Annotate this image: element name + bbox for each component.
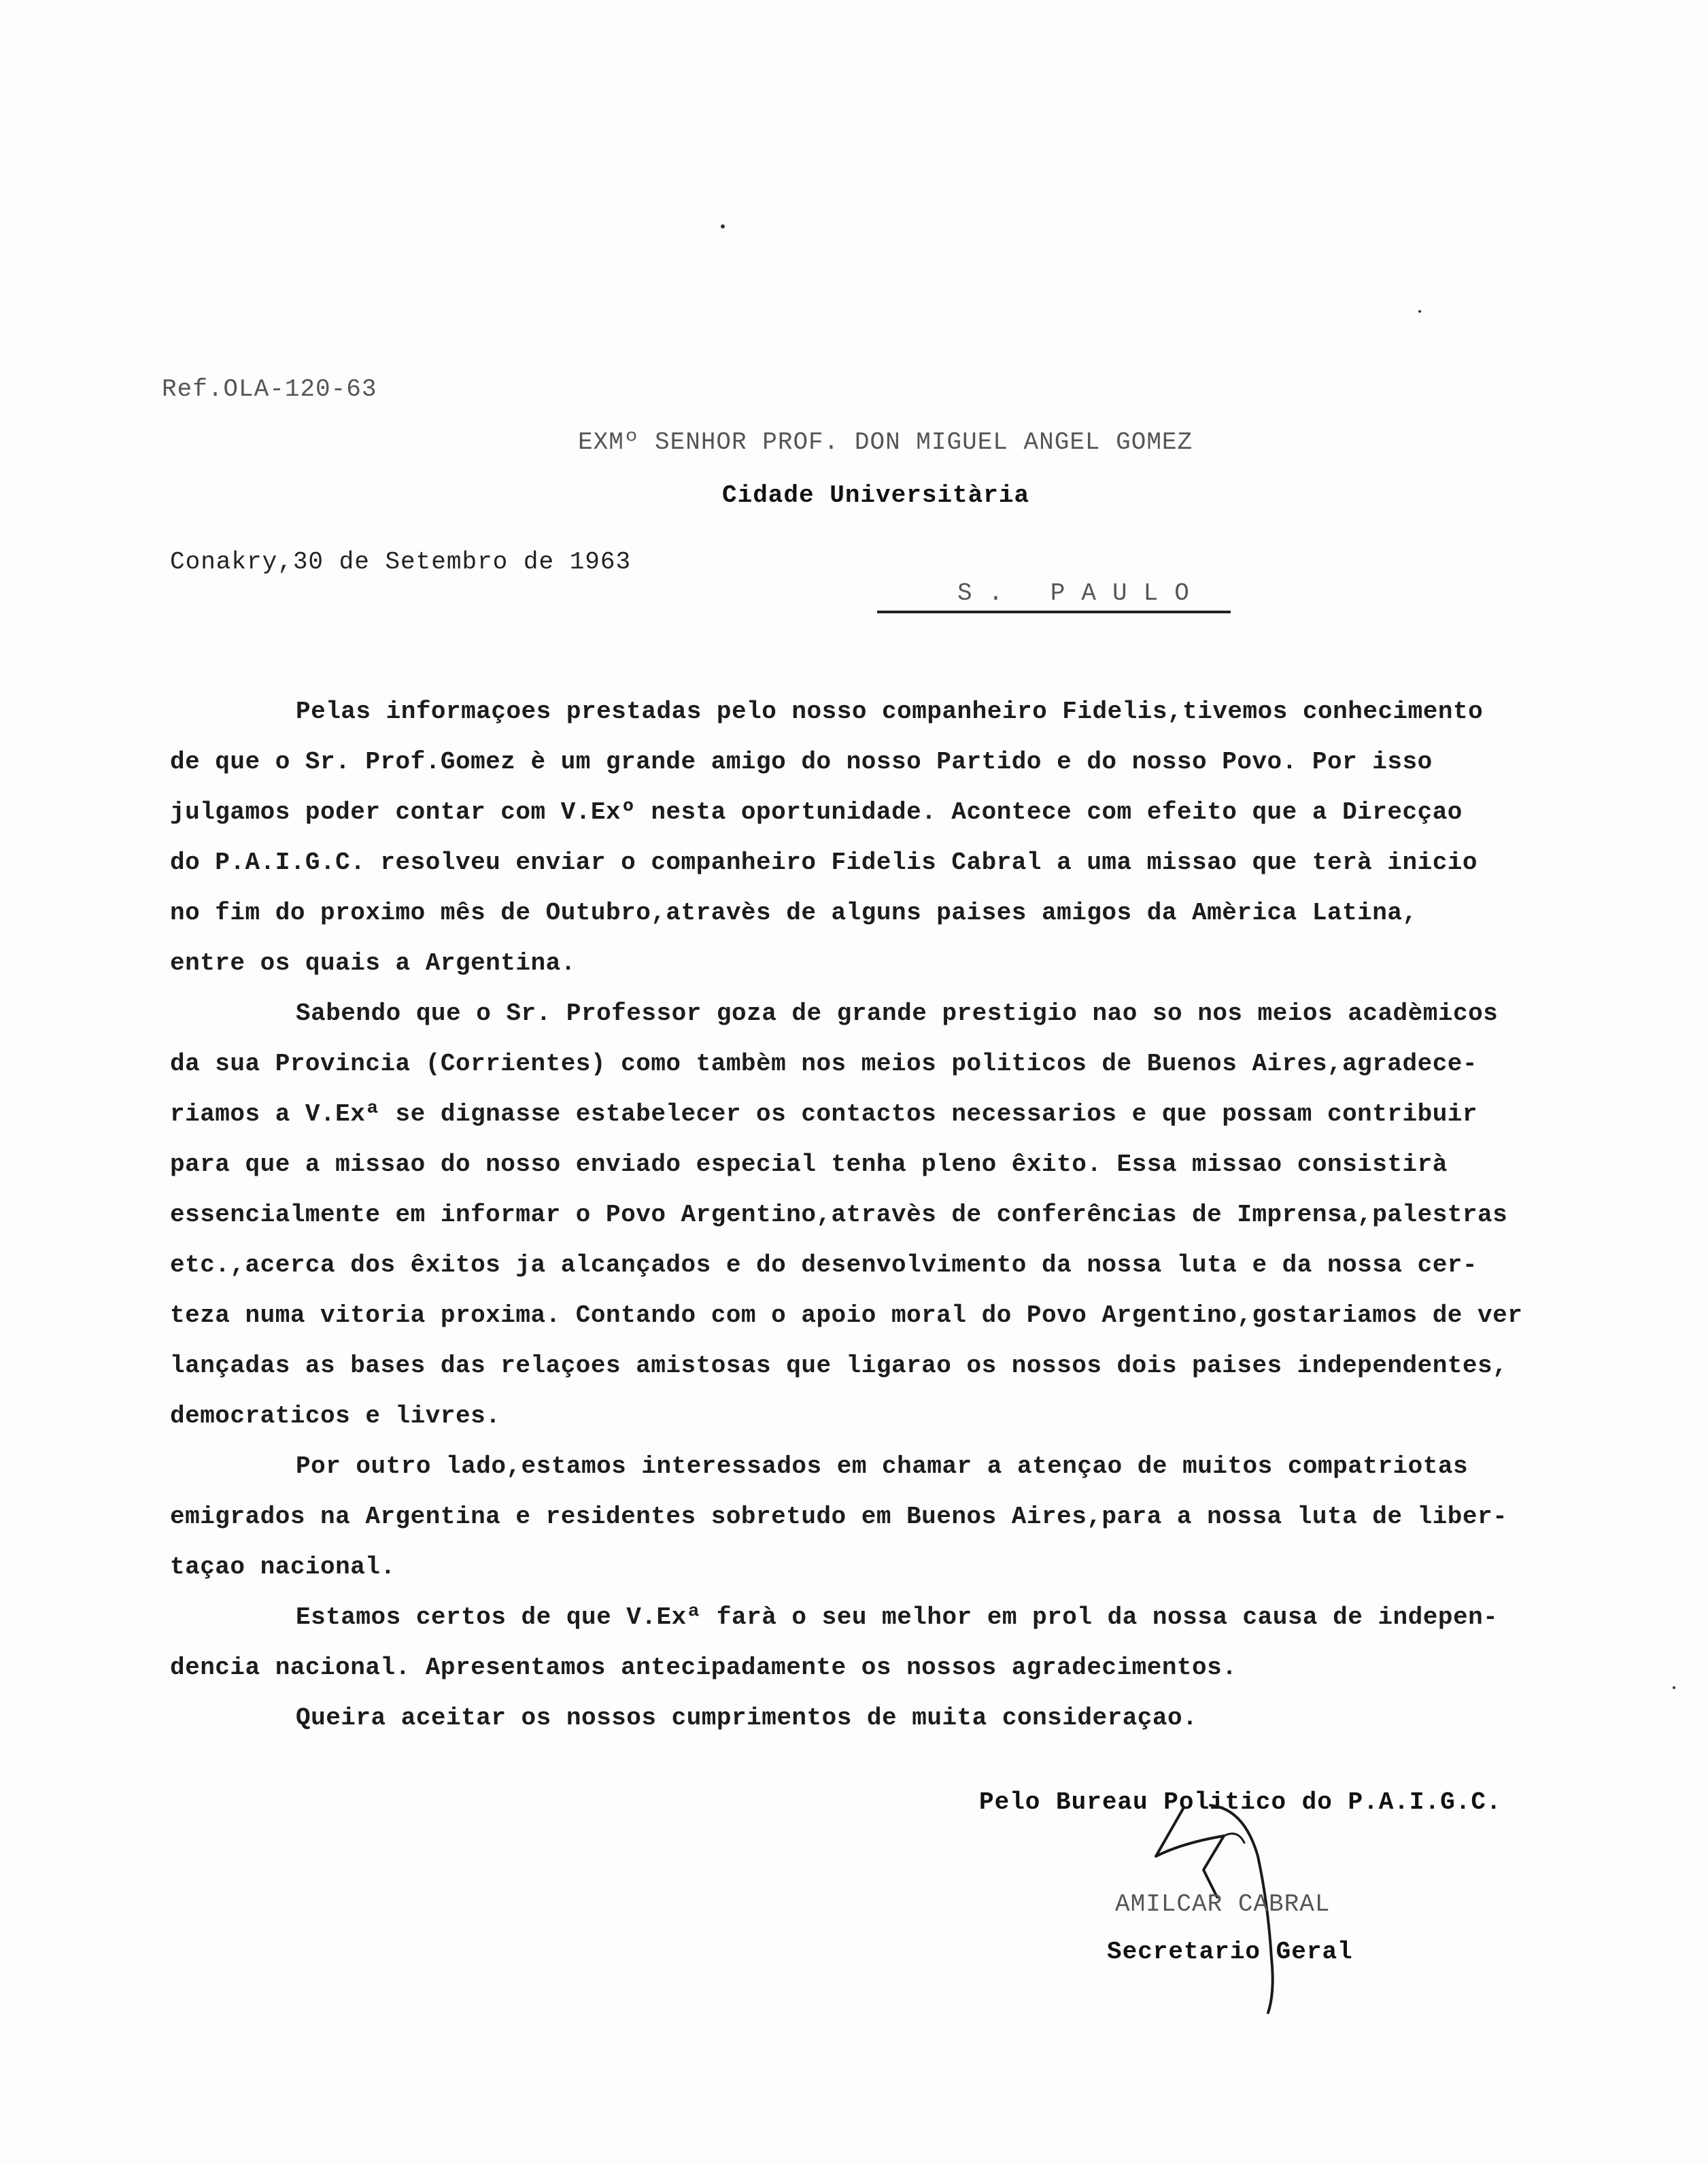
city-underline xyxy=(877,611,1231,613)
closing-line: Pelo Bureau Politico do P.A.I.G.C. xyxy=(979,1788,1502,1816)
addressee-line: EXMº SENHOR PROF. DON MIGUEL ANGEL GOMEZ xyxy=(578,428,1193,456)
body-line: julgamos poder contar com V.Exº nesta oportunidade. Acontece com efeito que a Direcçao xyxy=(170,798,1463,826)
body-line: etc.,acerca dos êxitos ja alcançados e do desenvolvimento da nossa luta e da nossa cer- xyxy=(170,1251,1478,1279)
body-line: da sua Provincia (Corrientes) como tambèm nos meios politicos de Buenos Aires,agradece- xyxy=(170,1050,1478,1078)
body-line: no fim do proximo mês de Outubro,atravès de alguns paises amigos da Amèrica Latina, xyxy=(170,899,1418,927)
paper-speck xyxy=(1673,1686,1675,1689)
body-line: Queira aceitar os nossos cumprimentos de muita consideraçao. xyxy=(296,1704,1198,1732)
paper-speck xyxy=(1418,310,1421,313)
paragraph-3 xyxy=(170,1442,1605,1592)
body-line: dencia nacional. Apresentamos antecipadamente os nossos agradecimentos. xyxy=(170,1654,1237,1682)
reference-number: Ref.OLA-120-63 xyxy=(162,375,377,403)
body-line: riamos a V.Exª se dignasse estabelecer os contactos necessarios e que possam contribuir xyxy=(170,1100,1478,1128)
body-line: essencialmente em informar o Povo Argentino,atravès de conferências de Imprensa,palestras xyxy=(170,1201,1508,1229)
paper-speck xyxy=(721,224,725,228)
body-line: para que a missao do nosso enviado especial tenha pleno êxito. Essa missao consistirà xyxy=(170,1150,1448,1178)
body-line: entre os quais a Argentina. xyxy=(170,949,576,977)
body-line: teza numa vitoria proxima. Contando com o apoio moral do Povo Argentino,gostariamos de ver xyxy=(170,1301,1523,1329)
body-line: de que o Sr. Prof.Gomez è um grande amigo do nosso Partido e do nosso Povo. Por isso xyxy=(170,748,1433,776)
body-line: do P.A.I.G.C. resolveu enviar o companheiro Fidelis Cabral a uma missao que terà inicio xyxy=(170,849,1478,876)
institution-line: Cidade Universitària xyxy=(722,481,1030,509)
body-line: democraticos e livres. xyxy=(170,1402,501,1430)
paragraph-5 xyxy=(170,1693,1605,1743)
body-line: Por outro lado,estamos interessados em chamar a atençao de muitos compatriotas xyxy=(296,1452,1469,1480)
body-line: Estamos certos de que V.Exª farà o seu melhor em prol da nossa causa de indepen- xyxy=(296,1603,1499,1631)
paragraph-2 xyxy=(170,989,1605,1442)
signer-name: AMILCAR CABRAL xyxy=(1115,1890,1331,1918)
body-line: Pelas informaçoes prestadas pelo nosso companheiro Fidelis,tivemos conhecimento xyxy=(296,698,1484,726)
body-line: emigrados na Argentina e residentes sobretudo em Buenos Aires,para a nossa luta de liber- xyxy=(170,1503,1508,1531)
letter-body xyxy=(170,687,1605,1743)
body-line: Sabendo que o Sr. Professor goza de grande prestigio nao so nos meios acadèmicos xyxy=(296,1000,1499,1027)
paragraph-4 xyxy=(170,1592,1605,1693)
body-line: taçao nacional. xyxy=(170,1553,396,1581)
city-line: S. PAULO xyxy=(957,579,1206,607)
paragraph-1 xyxy=(170,687,1605,989)
body-line: lançadas as bases das relaçoes amistosas que ligarao os nossos dois paises independentes, xyxy=(170,1352,1508,1380)
place-date-line: Conakry,30 de Setembro de 1963 xyxy=(170,548,632,576)
signer-title: Secretario Geral xyxy=(1107,1938,1353,1966)
